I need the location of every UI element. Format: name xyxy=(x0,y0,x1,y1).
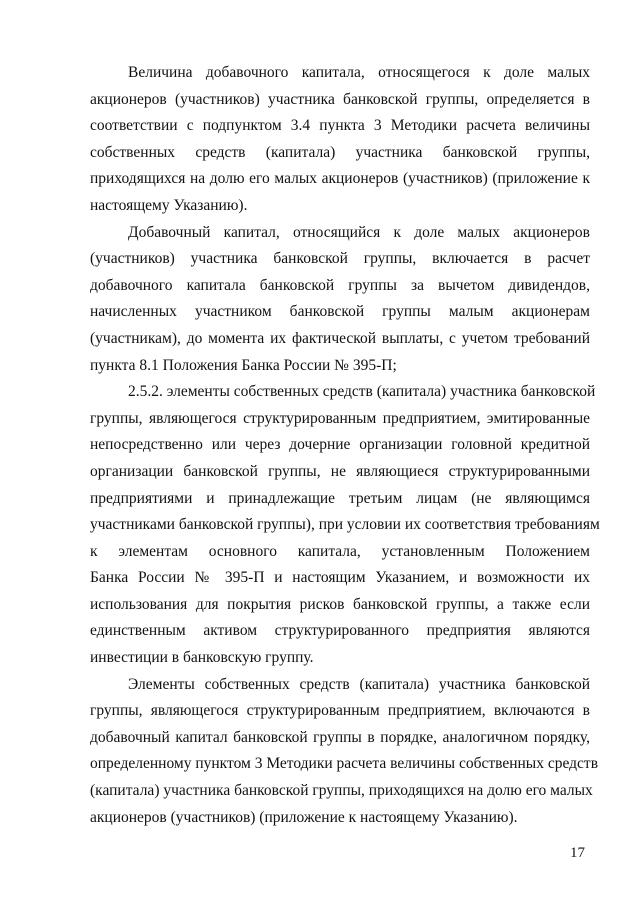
paragraph-line: инвестиции в банковскую группу. xyxy=(90,649,314,667)
page-number: 17 xyxy=(570,845,585,861)
paragraph-line: непосредственно или через дочерние организации головной кредитной xyxy=(90,436,590,454)
paragraph-line: к элементам основного капитала, установленным Положением xyxy=(90,542,590,560)
paragraph-line: Элементы собственных средств (капитала) участника банковской xyxy=(128,675,590,693)
paragraph-structured-enterprise-elements xyxy=(90,672,599,832)
paragraph-line: Величина добавочного капитала, относящегося к доле малых xyxy=(128,64,590,81)
paragraph-line: 2.5.2. элементы собственных средств (капитала) участника банковской xyxy=(128,383,596,401)
document-body xyxy=(90,60,600,831)
paragraph-line: приходящихся на долю его малых акционеров (участников) (приложение к xyxy=(90,170,590,188)
paragraph-small-shareholders-capital xyxy=(90,60,590,220)
paragraph-line: добавочного капитала банковской группы за вычетом дивидендов, xyxy=(90,276,590,294)
paragraph-line: предприятиями и принадлежащие третьим лицам (не являющимся xyxy=(90,489,590,507)
paragraph-line: использования для покрытия рисков банковской группы, а также если xyxy=(90,595,590,613)
paragraph-line: Банка России № 395-П и настоящим Указанием, и возможности их xyxy=(90,569,590,587)
paragraph-line: организации банковской группы, не являющиеся структурированными xyxy=(90,462,590,480)
paragraph-section-2-5-2 xyxy=(90,379,600,672)
paragraph-line: группы, являющегося структурированным предприятием, эмитированные xyxy=(90,409,590,427)
paragraph-line: (капитала) участника банковской группы, приходящихся на долю его малых xyxy=(90,782,593,800)
paragraph-line: Добавочный капитал, относящийся к доле малых акционеров xyxy=(128,223,590,241)
paragraph-line: добавочный капитал банковской группы в порядке, аналогичном порядку, xyxy=(90,728,590,746)
paragraph-line: пункта 8.1 Положения Банка России № 395-П; xyxy=(90,356,397,374)
paragraph-line: определенному пунктом 3 Методики расчета величины собственных средств xyxy=(90,755,599,773)
paragraph-line: собственных средств (капитала) участника банковской группы, xyxy=(90,143,590,161)
paragraph-line: участниками банковской группы), при условии их соответствия требованиям xyxy=(90,516,600,534)
paragraph-line: акционеров (участников) (приложение к настоящему Указанию). xyxy=(90,808,518,826)
paragraph-line: настоящему Указанию). xyxy=(90,196,248,214)
paragraph-line: акционеров (участников) участника банковской группы, определяется в xyxy=(90,90,590,108)
paragraph-line: (участников) участника банковской группы, включается в расчет xyxy=(90,250,590,268)
paragraph-line: группы, являющегося структурированным предприятием, включаются в xyxy=(90,702,590,720)
paragraph-line: единственным активом структурированного предприятия являются xyxy=(90,622,590,640)
paragraph-line: соответствии с подпунктом 3.4 пункта 3 Методики расчета величины xyxy=(90,117,590,135)
paragraph-line: начисленных участником банковской группы малым акционерам xyxy=(90,303,590,321)
paragraph-additional-capital xyxy=(90,220,590,380)
paragraph-line: (участникам), до момента их фактической выплаты, с учетом требований xyxy=(90,329,590,347)
